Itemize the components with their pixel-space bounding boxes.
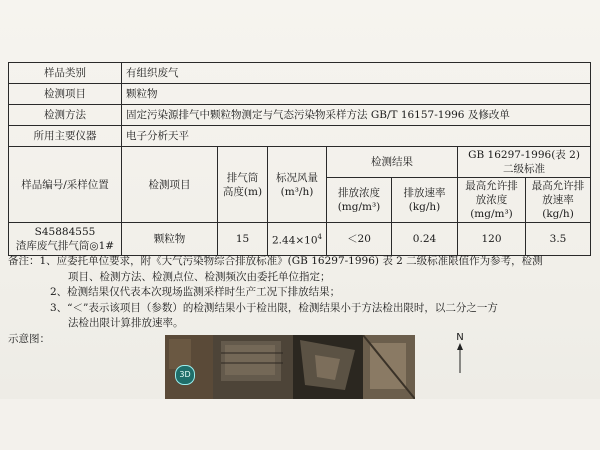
header-flow-unit: (m³/h) (280, 185, 314, 198)
header-max-rate-label: 最高允许排放速率 (531, 180, 585, 206)
header-flow-label: 标况风量 (276, 171, 318, 184)
header-row-1 (9, 147, 591, 178)
test-item-row (9, 84, 591, 105)
remark-1 (8, 254, 593, 270)
header-stack-height: 排气筒高度(m) (218, 147, 268, 223)
header-max-conc-unit: (mg/m³) (470, 208, 513, 220)
cell-flow (268, 223, 327, 256)
remarks-section (8, 254, 593, 332)
sample-type-row (9, 63, 591, 84)
header-standard (458, 147, 591, 178)
instrument-label: 所用主要仪器 (9, 126, 122, 147)
header-conc-unit: (mg/m³) (337, 201, 381, 213)
cell-conc: ＜20 (327, 223, 392, 256)
instrument-row (9, 126, 591, 147)
sample-number: S45884555 (34, 226, 96, 238)
3d-badge-label: 3D (179, 370, 191, 379)
site-aerial-photo (165, 335, 415, 399)
flow-exponent: 4 (317, 233, 323, 242)
header-rate-label: 排放速率 (403, 187, 446, 199)
header-max-rate (526, 178, 591, 223)
page-margin (0, 399, 600, 450)
sample-location: 渣库废气排气筒◎1# (15, 240, 115, 252)
cell-item: 颗粒物 (122, 223, 218, 256)
sample-type-label: 样品类别 (9, 63, 122, 84)
diagram-label: 示意图： (8, 333, 50, 345)
header-results: 检测结果 (327, 147, 458, 178)
header-standard-line2: 二级标准 (503, 163, 546, 175)
header-rate-unit: (kg/h) (408, 201, 441, 213)
header-max-conc-label: 最高允许排放浓度 (465, 180, 518, 206)
test-method-label: 检测方法 (9, 105, 122, 126)
header-max-conc (458, 178, 526, 223)
cell-max-rate: 3.5 (526, 223, 591, 256)
north-arrow (452, 332, 468, 378)
north-label: N (456, 332, 464, 343)
test-method-row (9, 105, 591, 126)
remark-2: 2、检测结果仅代表本次现场监测采样时生产工况下排放结果； (50, 286, 341, 298)
test-results-table (8, 62, 591, 256)
header-rate (392, 178, 458, 223)
sample-type-value: 有组织废气 (122, 63, 591, 84)
header-sample-no: 样品编号/采样位置 (9, 147, 122, 223)
flow-value: 2.44×10 (272, 234, 318, 247)
remark-1-line-a: 1、应委托单位要求，附《大气污染物综合排放标准》(GB 16297-1996) 表 2 二级标准限值作为参考，检测 (39, 255, 543, 267)
remark-3-line-a: 3、“＜”表示该项目（参数）的检测结果小于检出限，检测结果小于方法检出限时，以二分之一方 (50, 301, 498, 314)
header-conc (327, 178, 392, 223)
cell-stack-height: 15 (218, 223, 268, 256)
3d-badge-icon (175, 365, 195, 385)
remark-3-line-b: 法检出限计算排放速率。 (68, 317, 184, 329)
north-arrow-icon (452, 343, 468, 373)
cell-rate: 0.24 (392, 223, 458, 256)
remarks-label: 备注： (8, 255, 40, 267)
header-standard-line1: GB 16297-1996(表 2) (468, 149, 580, 161)
header-item: 检测项目 (122, 147, 218, 223)
data-row (9, 223, 591, 256)
header-conc-label: 排放浓度 (338, 187, 380, 199)
test-method-value: 固定污染源排气中颗粒物测定与气态污染物采样方法 GB/T 16157-1996 及修改单 (122, 105, 591, 126)
remark-1-line-b: 项目、检测方法、检测点位、检测频次由委托单位指定； (68, 270, 331, 283)
cell-sample (9, 223, 122, 256)
test-item-label: 检测项目 (9, 84, 122, 105)
test-item-value: 颗粒物 (122, 84, 591, 105)
instrument-value: 电子分析天平 (122, 126, 591, 147)
header-max-rate-unit: (kg/h) (542, 208, 574, 220)
cell-max-conc: 120 (458, 223, 526, 256)
aerial-photo-graphic (165, 335, 415, 399)
header-flow (268, 147, 327, 223)
